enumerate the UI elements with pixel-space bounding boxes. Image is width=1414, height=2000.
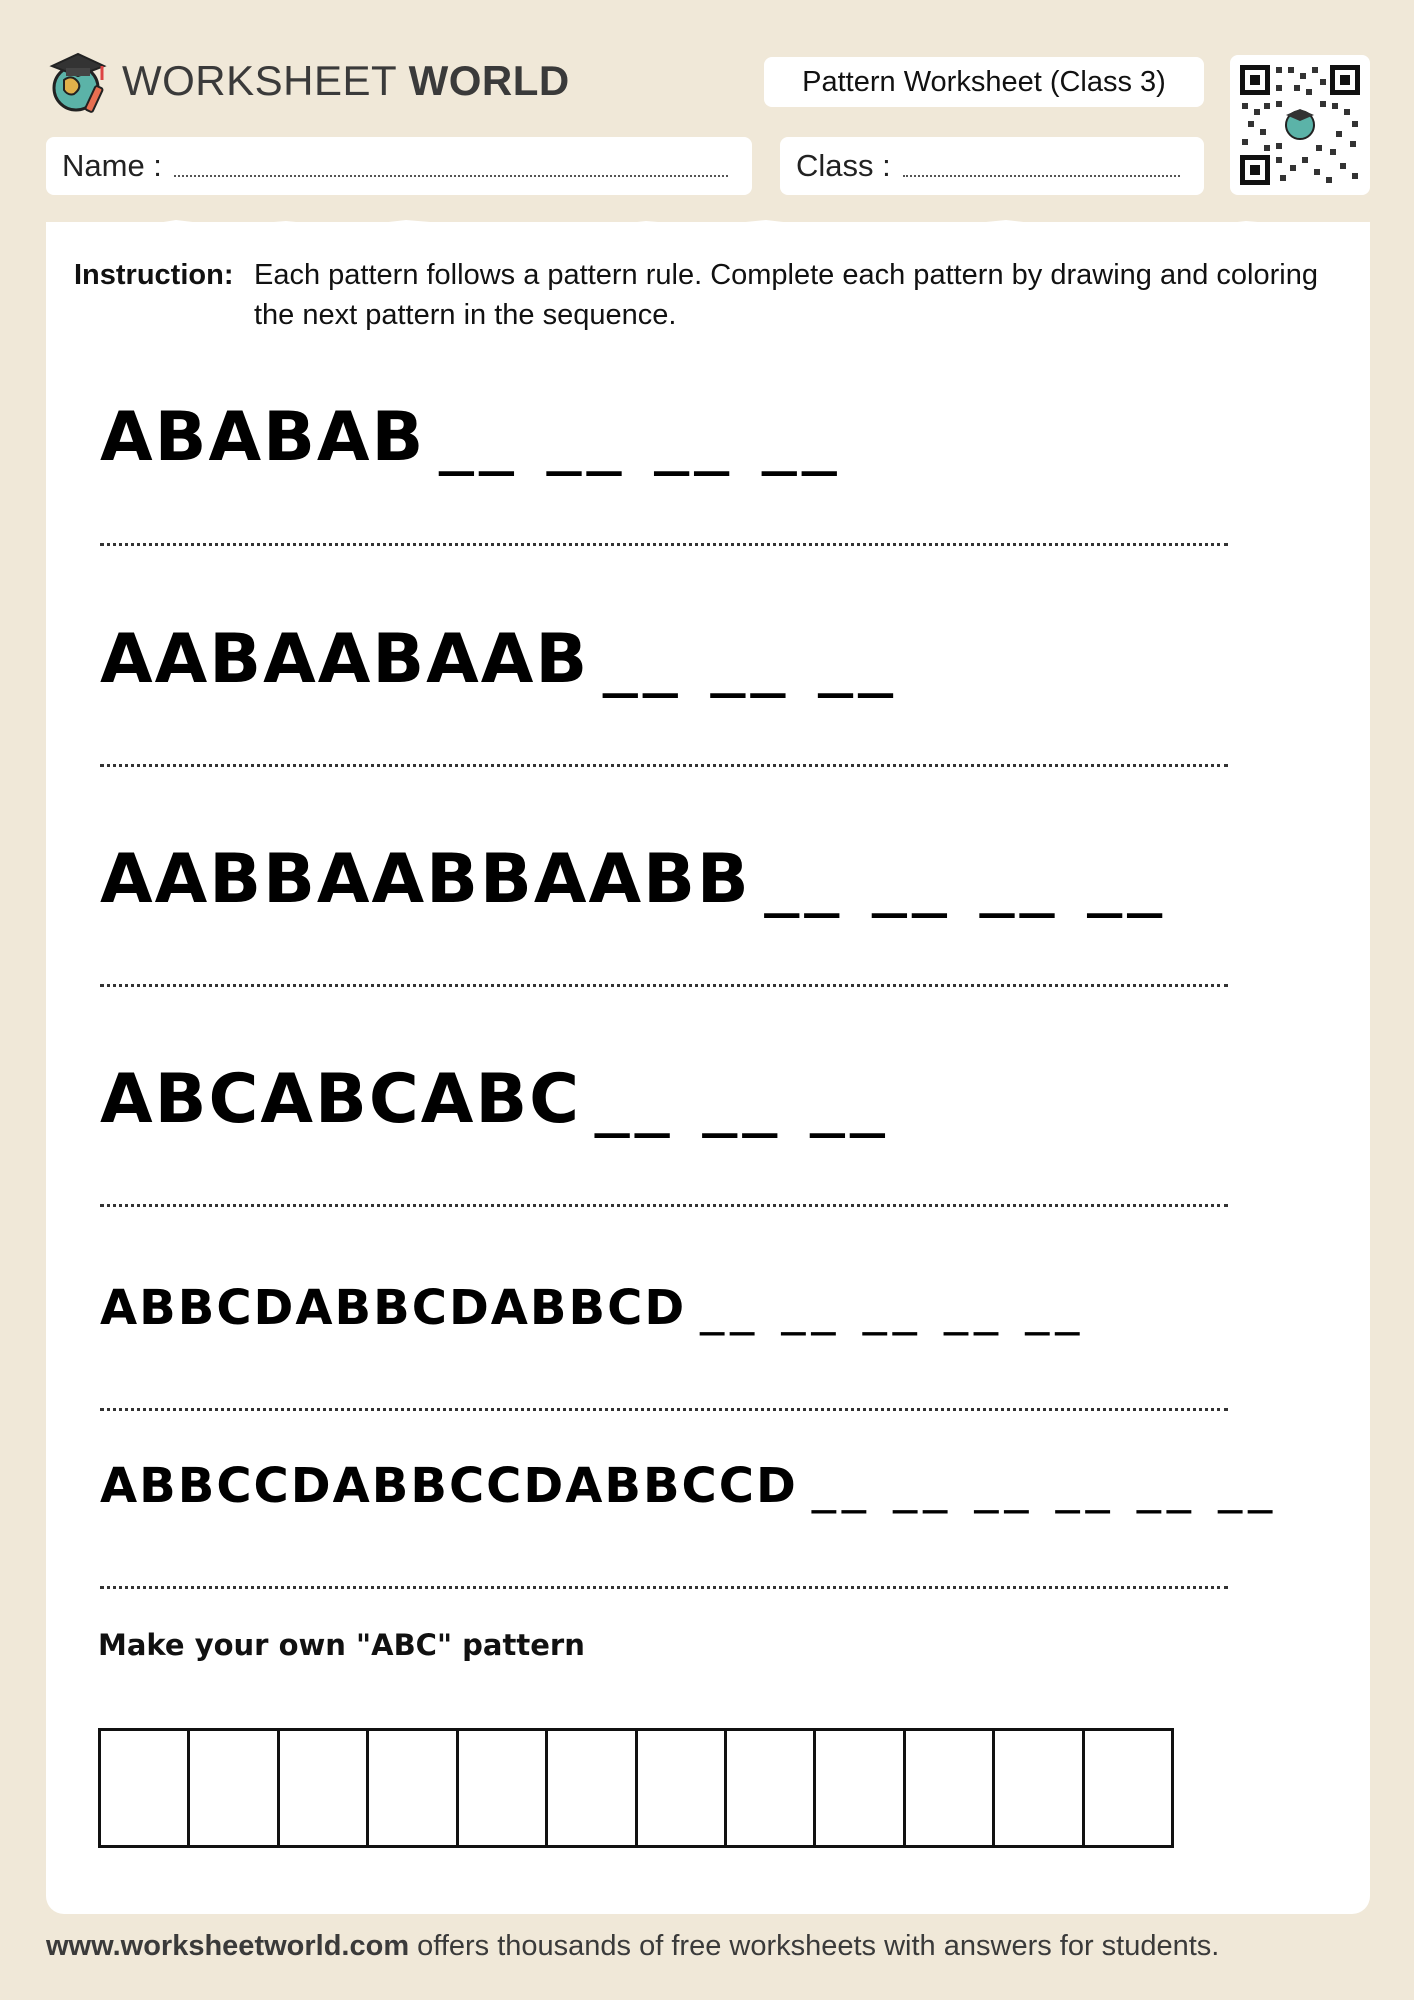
answer-box[interactable] [1085, 1731, 1171, 1845]
answer-box[interactable] [190, 1731, 279, 1845]
name-fill-line[interactable] [174, 155, 728, 177]
class-field[interactable] [780, 137, 1204, 195]
pattern-blanks[interactable]: __ __ __ __ __ __ [811, 1458, 1279, 1514]
footer [46, 1930, 1370, 1963]
logo-globe-icon [46, 46, 110, 116]
answer-box[interactable] [101, 1731, 190, 1845]
instruction-text: Each pattern follows a pattern rule. Complete each pattern by drawing and coloring the next pattern in the sequence. [254, 259, 1318, 331]
pattern-sequence: ABCABCABC [100, 1060, 582, 1139]
answer-box[interactable] [727, 1731, 816, 1845]
pattern-blanks[interactable]: __ __ __ [603, 620, 899, 699]
answer-box[interactable] [280, 1731, 369, 1845]
pattern-row [100, 840, 1168, 919]
answer-dotted-line[interactable] [100, 764, 1228, 767]
answer-dotted-line[interactable] [100, 543, 1228, 546]
logo-text [122, 57, 570, 105]
worksheet-title: Pattern Worksheet (Class 3) [764, 57, 1204, 107]
pattern-row [100, 620, 899, 699]
name-field[interactable] [46, 137, 752, 195]
pattern-sequence: AABAABAAB [100, 620, 590, 699]
qr-code[interactable] [1230, 55, 1370, 195]
answer-box[interactable] [995, 1731, 1084, 1845]
pattern-row [100, 1060, 890, 1139]
instruction-label: Instruction: [74, 259, 234, 291]
answer-dotted-line[interactable] [100, 984, 1228, 987]
answer-dotted-line[interactable] [100, 1586, 1228, 1589]
own-pattern-boxes [98, 1728, 1174, 1848]
logo-text-bold: WORLD [408, 57, 570, 104]
answer-box[interactable] [459, 1731, 548, 1845]
pattern-row [100, 1280, 1085, 1336]
name-label: Name : [62, 148, 162, 183]
answer-box[interactable] [548, 1731, 637, 1845]
pattern-sequence: AABBAABBAABB [100, 840, 751, 919]
class-fill-line[interactable] [903, 155, 1180, 177]
answer-dotted-line[interactable] [100, 1408, 1228, 1411]
pattern-blanks[interactable]: __ __ __ [595, 1060, 891, 1139]
pattern-row [100, 398, 842, 477]
pattern-row [100, 1458, 1278, 1514]
logo-text-light: WORKSHEET [122, 57, 397, 104]
footer-text: offers thousands of free worksheets with answers for students. [409, 1930, 1220, 1962]
answer-box[interactable] [816, 1731, 905, 1845]
torn-edge [46, 212, 1370, 242]
pattern-sequence: ABBCDABBCDABBCD [100, 1280, 687, 1336]
footer-site-link[interactable]: www.worksheetworld.com [46, 1930, 410, 1962]
answer-box[interactable] [369, 1731, 458, 1845]
pattern-blanks[interactable]: __ __ __ __ [764, 840, 1168, 919]
pattern-sequence: ABBCCDABBCCDABBCCD [100, 1458, 798, 1514]
pattern-blanks[interactable]: __ __ __ __ __ [700, 1280, 1086, 1336]
answer-box[interactable] [906, 1731, 995, 1845]
pattern-sequence: ABABAB [100, 398, 426, 477]
site-logo[interactable] [46, 46, 570, 116]
answer-dotted-line[interactable] [100, 1204, 1228, 1207]
own-pattern-label: Make your own "ABC" pattern [98, 1628, 585, 1662]
class-label: Class : [796, 148, 891, 183]
qr-code-icon [1240, 65, 1360, 185]
instruction [74, 255, 1354, 335]
pattern-blanks[interactable]: __ __ __ __ [439, 398, 843, 477]
answer-box[interactable] [638, 1731, 727, 1845]
